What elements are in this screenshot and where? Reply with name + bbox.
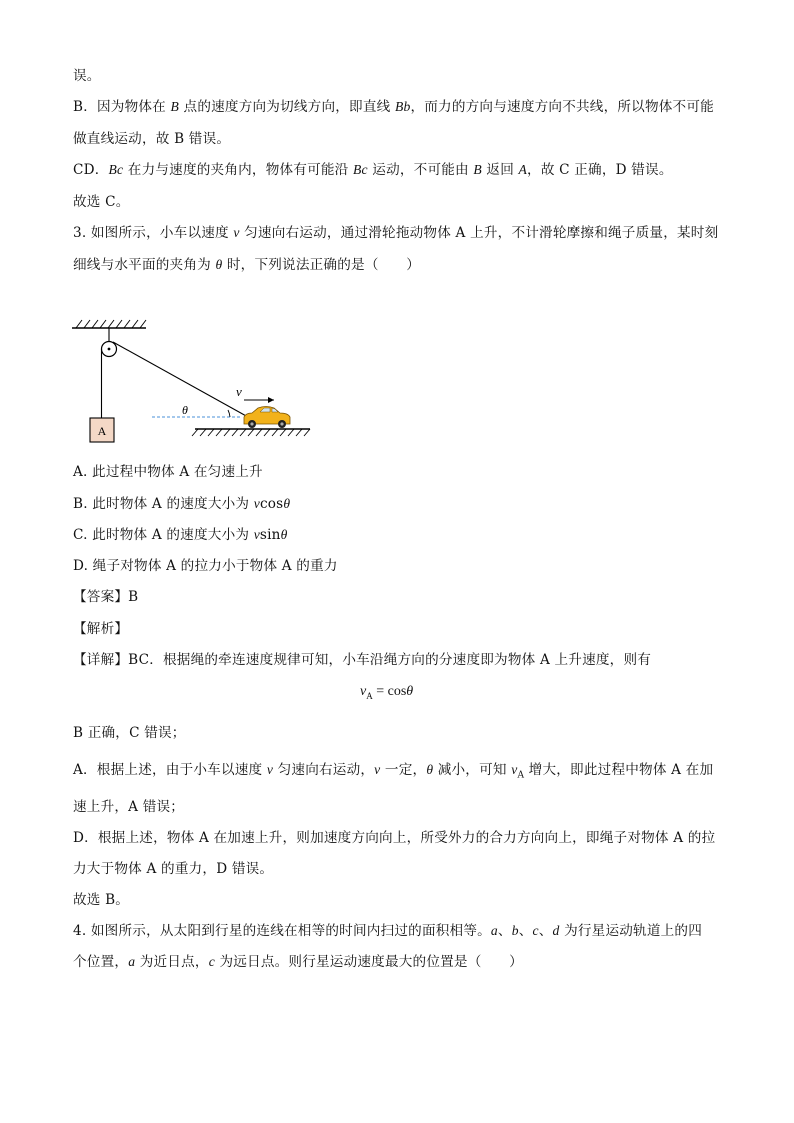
text-line: 误。 (73, 68, 101, 84)
text-line: 做直线运动，故 B 错误。 (73, 131, 231, 147)
answer-label: 【答案】B (73, 589, 139, 605)
block-label: A (97, 424, 107, 438)
option-c: C. 此时物体 A 的速度大小为 vsinθ (73, 527, 288, 543)
question-3-stem: 细线与水平面的夹角为 θ 时，下列说法正确的是（ ） (73, 257, 420, 273)
question-4-stem: 个位置，a 为近日点，c 为远日点。则行星运动速度最大的位置是（ ） (73, 954, 523, 970)
text-line: 力大于物体 A 的重力，D 错误。 (73, 861, 274, 877)
velocity-label: v (236, 384, 242, 399)
detail-text: 【详解】BC．根据绳的牵连速度规律可知，小车沿绳方向的分速度即为物体 A 上升速度，则有 (73, 652, 652, 668)
car (244, 407, 290, 429)
pulley-car-diagram (70, 318, 320, 448)
text-line: A．根据上述，由于小车以速度 v 匀速向右运动，v 一定，θ 减小，可知 $v_A$ 增大，即此过程中物体 A 在加 (73, 762, 714, 781)
text-line: B 正确，C 错误； (73, 725, 186, 741)
angle-label: θ (182, 403, 188, 417)
option-d: D. 绳子对物体 A 的拉力小于物体 A 的重力 (73, 558, 338, 574)
option-b: B. 此时物体 A 的速度大小为 vcosθ (73, 496, 291, 512)
text-line: 速上升，A 错误； (73, 799, 185, 815)
text-line: 故选 B。 (73, 892, 130, 908)
text-line: D．根据上述，物体 A 在加速上升，则加速度方向向上，所受外力的合力方向向上，即绳子对物体 A 的拉 (73, 830, 716, 846)
question-3-stem: 3. 如图所示，小车以速度 v 匀速向右运动，通过滑轮拖动物体 A 上升，不计滑轮摩擦和绳子质量，某时刻 (73, 225, 719, 241)
analysis-label: 【解析】 (73, 621, 129, 637)
option-a: A. 此过程中物体 A 在匀速上升 (73, 464, 263, 480)
text-line: 故选 C。 (73, 194, 130, 210)
question-4-stem: 4. 如图所示，从太阳到行星的连线在相等的时间内扫过的面积相等。a、b、c、d 为行星运动轨道上的四 (73, 923, 703, 939)
text-line: CD．Bc 在力与速度的夹角内，物体有可能沿 Bc 运动，不可能由 B 返回 A，故 C 正确，D 错误。 (73, 162, 673, 178)
text-line: B．因为物体在 B 点的速度方向为切线方向，即直线 Bb，而力的方向与速度方向不共线，所以物体不可能 (73, 99, 714, 115)
formula: $v_A = \cos\theta$ (360, 684, 414, 701)
